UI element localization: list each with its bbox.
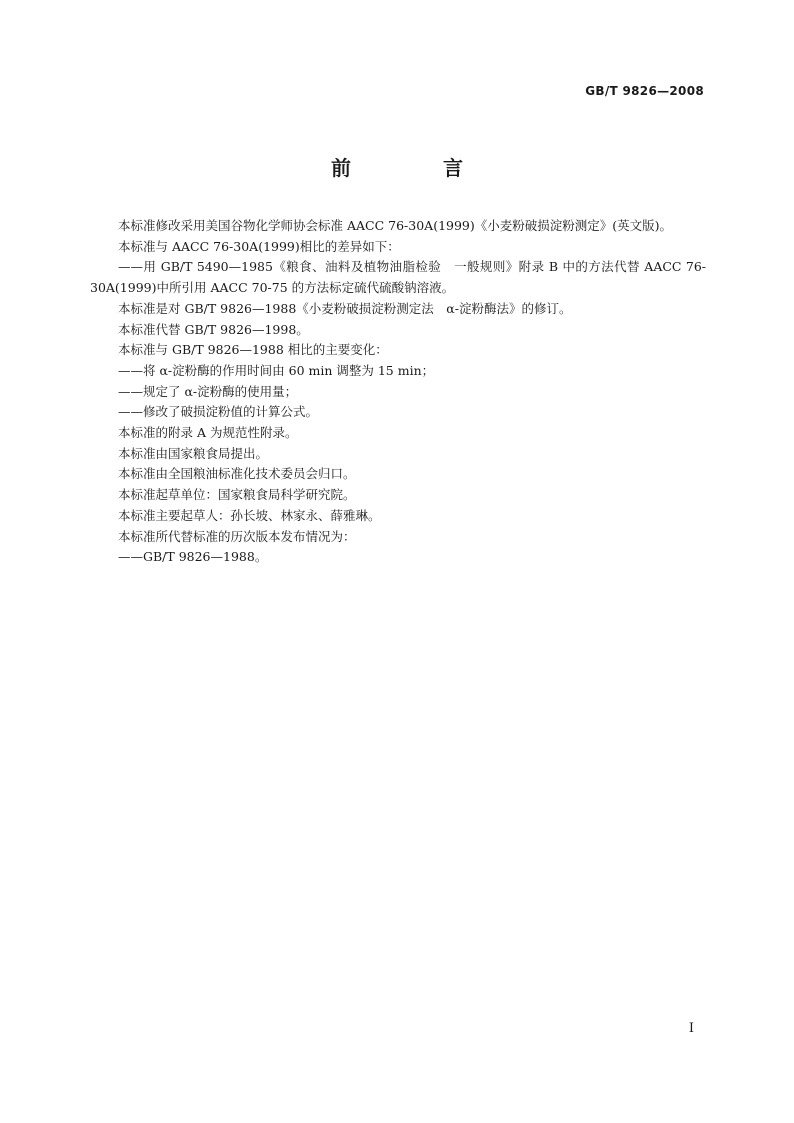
paragraph-managed-by: 本标准由全国粮油标准化技术委员会归口。 (118, 466, 356, 482)
paragraph-history-item: ——GB/T 9826—1988。 (118, 549, 268, 565)
paragraph-changes-intro: 本标准与 GB/T 9826—1988 相比的主要变化： (118, 342, 388, 358)
paragraph-adoption: 本标准修改采用美国谷物化学师协会标准 AACC 76-30A(1999)《小麦粉破损淀粉测定》(英文版)。 (118, 218, 673, 233)
paragraph-change-item: ——修改了破损淀粉值的计算公式。 (118, 404, 319, 420)
foreword-body (90, 216, 706, 568)
paragraph-change-item: ——规定了 α-淀粉酶的使用量； (118, 383, 298, 399)
paragraph-history-intro: 本标准所代替标准的历次版本发布情况为： (118, 528, 356, 544)
page-number: I (688, 1021, 694, 1036)
paragraph-drafting-unit: 本标准起草单位：国家粮食局科学研究院。 (118, 487, 356, 503)
paragraph-difference-item: ——用 GB/T 5490—1985《粮食、油料及植物油脂检验 一般规则》附录 B 中的方法代替 AACC 76-30A(1999)中所引用 AACC 70-75 的方法标定硫代硫酸钠溶液。 (90, 259, 706, 296)
paragraph-annex: 本标准的附录 A 为规范性附录。 (118, 425, 298, 441)
paragraph-drafters: 本标准主要起草人：孙长坡、林家永、薛雅琳。 (118, 507, 381, 523)
paragraph-replaces: 本标准代替 GB/T 9826—1998。 (118, 321, 309, 337)
standard-code-header: GB/T 9826—2008 (585, 84, 704, 98)
paragraph-differences-intro: 本标准与 AACC 76-30A(1999)相比的差异如下： (118, 238, 400, 254)
paragraph-revision: 本标准是对 GB/T 9826—1988《小麦粉破损淀粉测定法 α-淀粉酶法》的修订。 (118, 300, 572, 316)
paragraph-change-item: ——将 α-淀粉酶的作用时间由 60 min 调整为 15 min； (118, 362, 435, 378)
page-title: 前 言 (331, 156, 499, 180)
paragraph-proposed-by: 本标准由国家粮食局提出。 (118, 445, 269, 461)
